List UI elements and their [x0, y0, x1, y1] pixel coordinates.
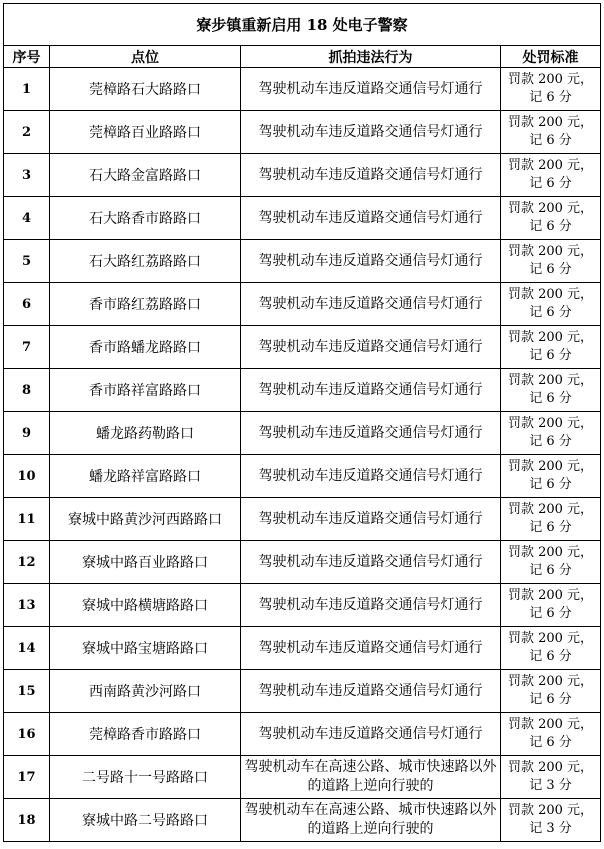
- table-row: [4, 197, 601, 240]
- row-location: 香市路蟠龙路路口: [50, 326, 241, 369]
- enforcement-table: [3, 3, 601, 842]
- row-number: 3: [4, 154, 50, 197]
- table-row: [4, 240, 601, 283]
- row-violation: 驾驶机动车违反道路交通信号灯通行: [241, 541, 501, 584]
- row-location: 寮城中路横塘路路口: [50, 584, 241, 627]
- penalty-line: 罚款 200 元，: [507, 330, 594, 345]
- header-penalty: 处罚标准: [501, 46, 601, 68]
- row-penalty: [501, 412, 601, 455]
- penalty-line: 罚款 200 元，: [507, 373, 594, 388]
- penalty-line: 罚款 200 元，: [507, 201, 594, 216]
- row-violation: 驾驶机动车违反道路交通信号灯通行: [241, 369, 501, 412]
- row-violation: 驾驶机动车违反道路交通信号灯通行: [241, 111, 501, 154]
- row-violation: 驾驶机动车违反道路交通信号灯通行: [241, 154, 501, 197]
- row-violation: 驾驶机动车违反道路交通信号灯通行: [241, 584, 501, 627]
- row-number: 9: [4, 412, 50, 455]
- row-number: 10: [4, 455, 50, 498]
- row-number: 5: [4, 240, 50, 283]
- row-location: 石大路红荔路路口: [50, 240, 241, 283]
- row-number: 4: [4, 197, 50, 240]
- row-location: 莞樟路香市路路口: [50, 713, 241, 756]
- penalty-line: 记 6 分: [529, 176, 572, 191]
- table-row: [4, 68, 601, 111]
- row-location: 香市路红荔路路口: [50, 283, 241, 326]
- row-violation: 驾驶机动车违反道路交通信号灯通行: [241, 197, 501, 240]
- row-location: 香市路祥富路路口: [50, 369, 241, 412]
- row-violation: 驾驶机动车违反道路交通信号灯通行: [241, 498, 501, 541]
- row-location: 寮城中路二号路路口: [50, 799, 241, 842]
- header-row: [4, 46, 601, 68]
- table-row: [4, 670, 601, 713]
- row-penalty: [501, 584, 601, 627]
- row-penalty: [501, 326, 601, 369]
- row-violation: 驾驶机动车在高速公路、城市快速路以外的道路上逆向行驶的: [241, 756, 501, 799]
- row-number: 1: [4, 68, 50, 111]
- penalty-line: 罚款 200 元，: [507, 72, 594, 87]
- row-violation: 驾驶机动车违反道路交通信号灯通行: [241, 670, 501, 713]
- row-penalty: [501, 154, 601, 197]
- penalty-line: 罚款 200 元，: [507, 502, 594, 517]
- row-location: 寮城中路百业路路口: [50, 541, 241, 584]
- row-penalty: [501, 283, 601, 326]
- penalty-line: 记 6 分: [529, 262, 572, 277]
- row-penalty: [501, 68, 601, 111]
- row-violation: 驾驶机动车违反道路交通信号灯通行: [241, 240, 501, 283]
- row-violation: 驾驶机动车违反道路交通信号灯通行: [241, 326, 501, 369]
- document-sheet: [3, 3, 600, 842]
- table-title: 寮步镇重新启用 18 处电子警察: [4, 4, 601, 46]
- table-row: [4, 799, 601, 842]
- row-violation: 驾驶机动车违反道路交通信号灯通行: [241, 455, 501, 498]
- penalty-line: 记 6 分: [529, 735, 572, 750]
- row-penalty: [501, 627, 601, 670]
- row-violation: 驾驶机动车在高速公路、城市快速路以外的道路上逆向行驶的: [241, 799, 501, 842]
- penalty-line: 罚款 200 元，: [507, 244, 594, 259]
- penalty-line: 罚款 200 元，: [507, 115, 594, 130]
- penalty-line: 记 6 分: [529, 606, 572, 621]
- table-row: [4, 283, 601, 326]
- table-row: [4, 627, 601, 670]
- penalty-line: 罚款 200 元，: [507, 803, 594, 818]
- row-penalty: [501, 498, 601, 541]
- penalty-line: 罚款 200 元，: [507, 760, 594, 775]
- row-penalty: [501, 111, 601, 154]
- row-number: 18: [4, 799, 50, 842]
- table-row: [4, 498, 601, 541]
- penalty-line: 记 6 分: [529, 692, 572, 707]
- row-location: 蟠龙路祥富路路口: [50, 455, 241, 498]
- row-number: 14: [4, 627, 50, 670]
- row-violation: 驾驶机动车违反道路交通信号灯通行: [241, 68, 501, 111]
- row-number: 13: [4, 584, 50, 627]
- penalty-line: 罚款 200 元，: [507, 545, 594, 560]
- table-row: [4, 541, 601, 584]
- penalty-line: 记 6 分: [529, 133, 572, 148]
- header-no: 序号: [4, 46, 50, 68]
- row-penalty: [501, 197, 601, 240]
- penalty-line: 记 6 分: [529, 90, 572, 105]
- row-location: 西南路黄沙河路口: [50, 670, 241, 713]
- table-row: [4, 412, 601, 455]
- penalty-line: 罚款 200 元，: [507, 416, 594, 431]
- penalty-line: 罚款 200 元，: [507, 459, 594, 474]
- row-number: 12: [4, 541, 50, 584]
- penalty-line: 罚款 200 元，: [507, 674, 594, 689]
- penalty-line: 罚款 200 元，: [507, 287, 594, 302]
- row-number: 16: [4, 713, 50, 756]
- row-violation: 驾驶机动车违反道路交通信号灯通行: [241, 713, 501, 756]
- table-row: [4, 584, 601, 627]
- table-row: [4, 756, 601, 799]
- penalty-line: 记 6 分: [529, 434, 572, 449]
- row-location: 二号路十一号路路口: [50, 756, 241, 799]
- row-location: 寮城中路黄沙河西路路口: [50, 498, 241, 541]
- header-location: 点位: [50, 46, 241, 68]
- row-penalty: [501, 369, 601, 412]
- penalty-line: 记 6 分: [529, 305, 572, 320]
- penalty-line: 记 6 分: [529, 477, 572, 492]
- row-location: 莞樟路百业路路口: [50, 111, 241, 154]
- row-penalty: [501, 455, 601, 498]
- row-penalty: [501, 240, 601, 283]
- row-number: 7: [4, 326, 50, 369]
- row-location: 寮城中路宝塘路路口: [50, 627, 241, 670]
- table-row: [4, 455, 601, 498]
- row-number: 17: [4, 756, 50, 799]
- row-number: 15: [4, 670, 50, 713]
- row-violation: 驾驶机动车违反道路交通信号灯通行: [241, 627, 501, 670]
- table-row: [4, 369, 601, 412]
- table-row: [4, 326, 601, 369]
- penalty-line: 罚款 200 元，: [507, 158, 594, 173]
- row-penalty: [501, 713, 601, 756]
- penalty-line: 记 3 分: [529, 821, 572, 836]
- row-number: 6: [4, 283, 50, 326]
- row-penalty: [501, 799, 601, 842]
- penalty-line: 记 6 分: [529, 219, 572, 234]
- row-violation: 驾驶机动车违反道路交通信号灯通行: [241, 283, 501, 326]
- row-location: 石大路香市路路口: [50, 197, 241, 240]
- row-location: 蟠龙路药勒路口: [50, 412, 241, 455]
- penalty-line: 记 6 分: [529, 520, 572, 535]
- header-violation: 抓拍违法行为: [241, 46, 501, 68]
- row-penalty: [501, 670, 601, 713]
- table-row: [4, 713, 601, 756]
- row-number: 8: [4, 369, 50, 412]
- penalty-line: 罚款 200 元，: [507, 631, 594, 646]
- table-row: [4, 111, 601, 154]
- row-location: 石大路金富路路口: [50, 154, 241, 197]
- row-number: 11: [4, 498, 50, 541]
- penalty-line: 记 6 分: [529, 649, 572, 664]
- penalty-line: 记 6 分: [529, 391, 572, 406]
- row-penalty: [501, 756, 601, 799]
- penalty-line: 记 6 分: [529, 563, 572, 578]
- table-row: [4, 154, 601, 197]
- row-violation: 驾驶机动车违反道路交通信号灯通行: [241, 412, 501, 455]
- penalty-line: 罚款 200 元，: [507, 717, 594, 732]
- penalty-line: 记 3 分: [529, 778, 572, 793]
- row-number: 2: [4, 111, 50, 154]
- row-location: 莞樟路石大路路口: [50, 68, 241, 111]
- penalty-line: 记 6 分: [529, 348, 572, 363]
- penalty-line: 罚款 200 元，: [507, 588, 594, 603]
- row-penalty: [501, 541, 601, 584]
